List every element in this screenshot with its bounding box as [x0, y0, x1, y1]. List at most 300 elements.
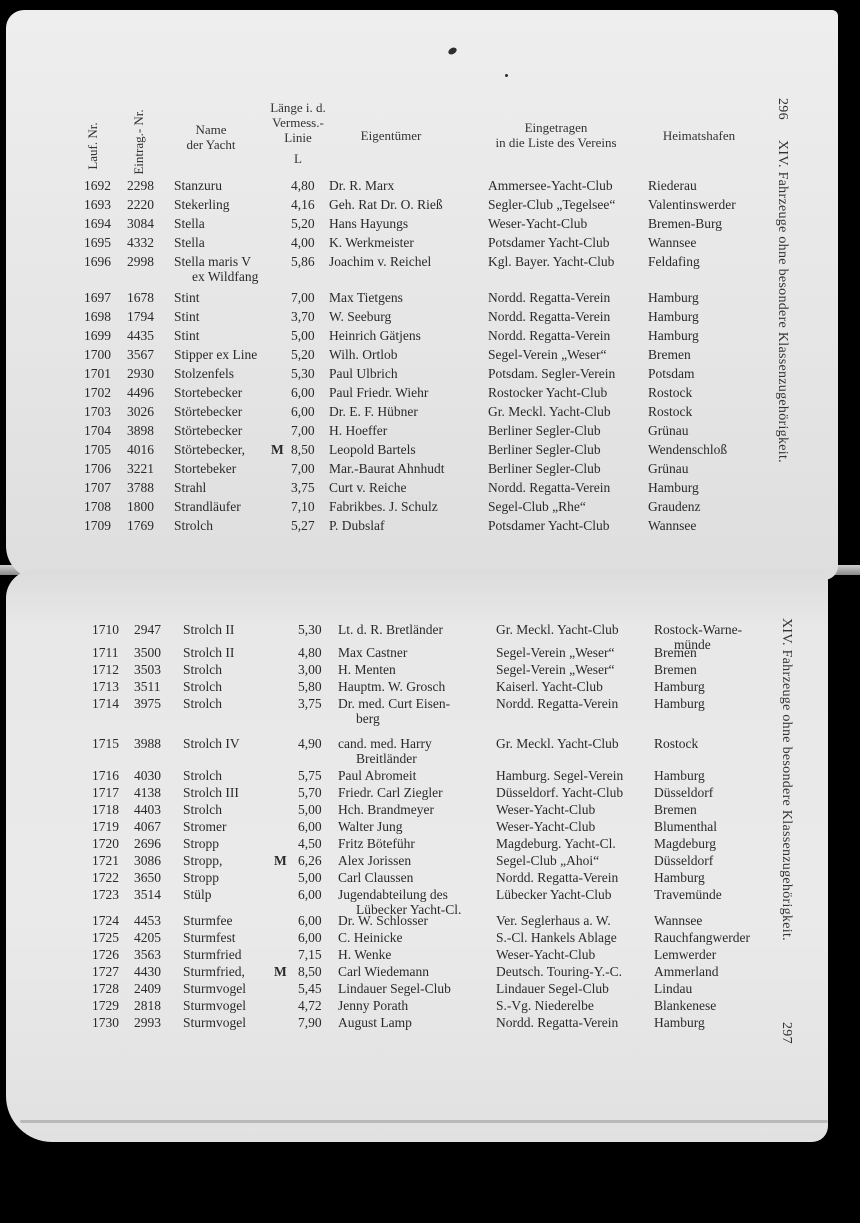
- cell-eigentuemer: Walter Jung: [338, 819, 403, 834]
- table-row: [6, 499, 766, 517]
- cell-eintrag-nr: 3788: [127, 480, 154, 495]
- cell-eigentuemer: Jugendabteilung des: [338, 887, 448, 902]
- cell-verein: Kgl. Bayer. Yacht-Club: [488, 254, 615, 269]
- header-name: Name der Yacht: [186, 122, 236, 152]
- cell-heimatshafen: Rostock: [648, 385, 693, 400]
- cell-eigentuemer: Dr. W. Schlosser: [338, 913, 429, 928]
- cell-heimatshafen: Rostock: [654, 736, 699, 751]
- cell-lauf-nr: 1712: [92, 662, 119, 677]
- cell-eintrag-nr: 3563: [134, 947, 161, 962]
- cell-verein: Segel-Verein „Weser“: [496, 662, 615, 677]
- cell-laenge: 4,80: [291, 178, 315, 193]
- cell-lauf-nr: 1707: [84, 480, 111, 495]
- cell-yacht-name: Sturmfried: [183, 947, 242, 962]
- cell-eigentuemer: H. Hoeffer: [329, 423, 388, 438]
- cell-heimatshafen: Hamburg: [654, 696, 705, 711]
- cell-laenge: 6,00: [298, 913, 322, 928]
- cell-verein: Segel-Club „Ahoi“: [496, 853, 600, 868]
- cell-heimatshafen: Bremen: [654, 662, 697, 677]
- cell-lauf-nr: 1696: [84, 254, 111, 269]
- table-row: [6, 768, 766, 786]
- cell-lauf-nr: 1702: [84, 385, 111, 400]
- cell-eigentuemer: Dr. E. F. Hübner: [329, 404, 418, 419]
- cell-eigentuemer: C. Heinicke: [338, 930, 403, 945]
- table-row: [6, 836, 766, 854]
- table-row: [6, 1015, 766, 1033]
- cell-yacht-name: Strolch II: [183, 622, 235, 637]
- cell-lauf-nr: 1708: [84, 499, 111, 514]
- cell-eintrag-nr: 1794: [127, 309, 154, 324]
- cell-heimatshafen: Travemünde: [654, 887, 722, 902]
- cell-yacht-name: Stipper ex Line: [174, 347, 258, 362]
- cell-eigentuemer: Friedr. Carl Ziegler: [338, 785, 443, 800]
- cell-yacht-name: Stint: [174, 309, 200, 324]
- cell-heimatshafen: Lindau: [654, 981, 693, 996]
- cell-eintrag-nr: 4332: [127, 235, 154, 250]
- cell-laenge: 4,72: [298, 998, 322, 1013]
- cell-yacht-name-cont: ex Wildfang: [192, 269, 259, 284]
- cell-yacht-name: Stolzenfels: [174, 366, 234, 381]
- cell-verein: Potsdamer Yacht-Club: [488, 518, 610, 533]
- table-row: [6, 518, 766, 536]
- cell-verein: Gr. Meckl. Yacht-Club: [496, 736, 619, 751]
- cell-laenge: 5,20: [291, 216, 315, 231]
- cell-laenge: 3,00: [298, 662, 322, 677]
- table-row: [6, 309, 766, 327]
- cell-verein: Berliner Segler-Club: [488, 423, 601, 438]
- page-297: [6, 570, 828, 1142]
- cell-laenge: 4,80: [298, 645, 322, 660]
- cell-eintrag-nr: 4453: [134, 913, 161, 928]
- cell-eigentuemer: Curt v. Reiche: [329, 480, 407, 495]
- cell-lauf-nr: 1697: [84, 290, 111, 305]
- cell-heimatshafen: Magdeburg: [654, 836, 716, 851]
- cell-eigentuemer: Jenny Porath: [338, 998, 409, 1013]
- cell-eigentuemer-cont: Lübecker Yacht-Cl.: [356, 902, 462, 917]
- table-row: [6, 461, 766, 479]
- cell-eigentuemer-cont: Breitländer: [356, 751, 417, 766]
- cell-eintrag-nr: 1769: [127, 518, 154, 533]
- table-row: [6, 404, 766, 422]
- cell-yacht-name: Stella maris V: [174, 254, 251, 269]
- cell-heimatshafen: Hamburg: [654, 870, 705, 885]
- cell-eigentuemer: W. Seeburg: [329, 309, 392, 324]
- table-row: [6, 645, 766, 663]
- cell-lauf-nr: 1711: [92, 645, 119, 660]
- cell-yacht-name: Stint: [174, 328, 200, 343]
- table-row: [6, 290, 766, 308]
- cell-eigentuemer: Wilh. Ortlob: [329, 347, 398, 362]
- table-row: [6, 696, 766, 714]
- cell-heimatshafen: Bremen: [654, 802, 697, 817]
- table-row: [6, 235, 766, 253]
- cell-eigentuemer-cont: berg: [356, 711, 380, 726]
- cell-verein: Kaiserl. Yacht-Club: [496, 679, 603, 694]
- cell-lauf-nr: 1717: [92, 785, 119, 800]
- table-row: [6, 819, 766, 837]
- cell-laenge: 5,75: [298, 768, 322, 783]
- cell-laenge: 5,00: [291, 328, 315, 343]
- table-row: [6, 622, 766, 640]
- cell-eintrag-nr: 3221: [127, 461, 154, 476]
- cell-lauf-nr: 1729: [92, 998, 119, 1013]
- cell-eigentuemer: Carl Wiedemann: [338, 964, 430, 979]
- cell-verein: Lindauer Segel-Club: [496, 981, 609, 996]
- cell-verein: Nordd. Regatta-Verein: [488, 480, 611, 495]
- cell-laenge: 7,10: [291, 499, 315, 514]
- table-row: [6, 442, 766, 460]
- table-row: [6, 870, 766, 888]
- table-row: [6, 662, 766, 680]
- cell-laenge: 4,50: [298, 836, 322, 851]
- table-row: [6, 385, 766, 403]
- cell-eintrag-nr: 3500: [134, 645, 161, 660]
- cell-heimatshafen-cont: münde: [674, 637, 711, 652]
- cell-eintrag-nr: 3503: [134, 662, 161, 677]
- table-row: [6, 802, 766, 820]
- cell-yacht-name: Strolch: [183, 696, 222, 711]
- cell-verein: Potsdamer Yacht-Club: [488, 235, 610, 250]
- cell-laenge: 5,45: [298, 981, 322, 996]
- cell-eintrag-nr: 3086: [134, 853, 161, 868]
- cell-eintrag-nr: 2220: [127, 197, 154, 212]
- cell-lauf-nr: 1700: [84, 347, 111, 362]
- cell-eigentuemer: Mar.-Baurat Ahnhudt: [329, 461, 445, 476]
- cell-laenge: 5,30: [298, 622, 322, 637]
- cell-eigentuemer: Hans Hayungs: [329, 216, 409, 231]
- cell-eintrag-nr: 4030: [134, 768, 161, 783]
- cell-eigentuemer: H. Wenke: [338, 947, 392, 962]
- cell-yacht-name: Stülp: [183, 887, 212, 902]
- table-row: [6, 366, 766, 384]
- cell-laenge: 6,00: [298, 819, 322, 834]
- cell-eigentuemer: Leopold Bartels: [329, 442, 416, 457]
- cell-eigentuemer: Paul Friedr. Wiehr: [329, 385, 429, 400]
- cell-lauf-nr: 1701: [84, 366, 111, 381]
- cell-laenge: 7,00: [291, 461, 315, 476]
- cell-laenge: 4,90: [298, 736, 322, 751]
- cell-laenge: 3,75: [298, 696, 322, 711]
- cell-eintrag-nr: 3026: [127, 404, 154, 419]
- cell-heimatshafen: Bremen: [654, 645, 697, 660]
- cell-lauf-nr: 1692: [84, 178, 111, 193]
- ink-speck: [505, 74, 508, 77]
- cell-heimatshafen: Riederau: [648, 178, 697, 193]
- page-296: [6, 10, 838, 580]
- cell-yacht-name: Störtebecker: [174, 404, 243, 419]
- cell-lauf-nr: 1716: [92, 768, 119, 783]
- cell-yacht-name: Stella: [174, 216, 205, 231]
- cell-yacht-name: Strahl: [174, 480, 207, 495]
- cell-heimatshafen: Rostock: [648, 404, 693, 419]
- cell-eintrag-nr: 1800: [127, 499, 154, 514]
- cell-eintrag-nr: 4403: [134, 802, 161, 817]
- cell-yacht-name: Stint: [174, 290, 200, 305]
- table-row: [6, 178, 766, 196]
- cell-eintrag-nr: 3650: [134, 870, 161, 885]
- cell-laenge: 5,70: [298, 785, 322, 800]
- cell-heimatshafen: Grünau: [648, 423, 689, 438]
- cell-laenge: 3,70: [291, 309, 315, 324]
- cell-eigentuemer: Fabrikbes. J. Schulz: [329, 499, 438, 514]
- cell-eigentuemer: Geh. Rat Dr. O. Rieß: [329, 197, 443, 212]
- cell-verein: Magdeburg. Yacht-Cl.: [496, 836, 616, 851]
- cell-yacht-name: Strandläufer: [174, 499, 241, 514]
- cell-heimatshafen: Blankenese: [654, 998, 717, 1013]
- header-eigentuemer: Eigentümer: [360, 128, 422, 143]
- cell-eigentuemer: Max Tietgens: [329, 290, 403, 305]
- cell-verein: Berliner Segler-Club: [488, 442, 601, 457]
- cell-heimatshafen: Wannsee: [648, 235, 697, 250]
- cell-eigentuemer: Paul Abromeit: [338, 768, 417, 783]
- cell-yacht-name: Strolch: [183, 802, 222, 817]
- cell-eintrag-nr: 3898: [127, 423, 154, 438]
- cell-eigentuemer: Joachim v. Reichel: [329, 254, 432, 269]
- cell-lauf-nr: 1724: [92, 913, 119, 928]
- cell-laenge: 7,15: [298, 947, 322, 962]
- cell-eintrag-nr: 1678: [127, 290, 154, 305]
- cell-verein: Weser-Yacht-Club: [496, 802, 596, 817]
- cell-heimatshafen: Blumenthal: [654, 819, 717, 834]
- cell-verein: Nordd. Regatta-Verein: [496, 696, 619, 711]
- cell-eigentuemer: K. Werkmeister: [329, 235, 414, 250]
- cell-heimatshafen: Hamburg: [654, 679, 705, 694]
- motor-mark: M: [271, 442, 284, 457]
- cell-laenge: 7,90: [298, 1015, 322, 1030]
- cell-heimatshafen: Hamburg: [648, 480, 699, 495]
- header-eingetragen: Eingetragen in die Liste des Vereins: [495, 120, 617, 150]
- cell-lauf-nr: 1709: [84, 518, 111, 533]
- cell-heimatshafen: Hamburg: [654, 768, 705, 783]
- cell-eigentuemer: August Lamp: [338, 1015, 412, 1030]
- cell-eintrag-nr: 4138: [134, 785, 161, 800]
- cell-yacht-name: Stromer: [183, 819, 227, 834]
- page-number-297: 297: [779, 1022, 794, 1044]
- ink-speck: [447, 46, 458, 56]
- cell-eintrag-nr: 3084: [127, 216, 154, 231]
- cell-lauf-nr: 1719: [92, 819, 119, 834]
- cell-verein: Lübecker Yacht-Club: [496, 887, 612, 902]
- cell-laenge: 5,80: [298, 679, 322, 694]
- cell-heimatshafen: Hamburg: [654, 1015, 705, 1030]
- table-row: [6, 785, 766, 803]
- header-heimatshafen: Heimatshafen: [662, 128, 736, 143]
- cell-eintrag-nr: 4016: [127, 442, 154, 457]
- cell-heimatshafen: Wannsee: [654, 913, 703, 928]
- cell-heimatshafen: Wannsee: [648, 518, 697, 533]
- cell-eintrag-nr: 2696: [134, 836, 161, 851]
- page-number-296: 296: [775, 98, 790, 120]
- cell-laenge: 8,50: [298, 964, 322, 979]
- cell-eintrag-nr: 2993: [134, 1015, 161, 1030]
- cell-laenge: 5,86: [291, 254, 315, 269]
- cell-verein: Ver. Seglerhaus a. W.: [496, 913, 611, 928]
- cell-eigentuemer: Paul Ulbrich: [329, 366, 398, 381]
- cell-verein: Gr. Meckl. Yacht-Club: [496, 622, 619, 637]
- cell-lauf-nr: 1714: [92, 696, 119, 711]
- cell-lauf-nr: 1727: [92, 964, 119, 979]
- cell-verein: Gr. Meckl. Yacht-Club: [488, 404, 611, 419]
- cell-verein: Nordd. Regatta-Verein: [496, 870, 619, 885]
- cell-heimatshafen: Valentinswerder: [648, 197, 736, 212]
- cell-eigentuemer: Hauptm. W. Grosch: [338, 679, 446, 694]
- cell-eigentuemer: Dr. R. Marx: [329, 178, 395, 193]
- cell-heimatshafen: Düsseldorf: [654, 785, 714, 800]
- cell-eigentuemer: Lt. d. R. Bretländer: [338, 622, 443, 637]
- cell-heimatshafen: Ammerland: [654, 964, 719, 979]
- cell-lauf-nr: 1730: [92, 1015, 119, 1030]
- cell-yacht-name: Stropp: [183, 836, 220, 851]
- cell-lauf-nr: 1699: [84, 328, 111, 343]
- cell-lauf-nr: 1713: [92, 679, 119, 694]
- cell-eigentuemer: Heinrich Gätjens: [329, 328, 421, 343]
- table-row: [6, 853, 766, 871]
- cell-yacht-name: Störtebecker,: [174, 442, 246, 457]
- cell-laenge: 5,00: [298, 870, 322, 885]
- cell-verein: Nordd. Regatta-Verein: [496, 1015, 619, 1030]
- table-row: [6, 913, 766, 931]
- cell-verein: Rostocker Yacht-Club: [488, 385, 608, 400]
- cell-verein: Berliner Segler-Club: [488, 461, 601, 476]
- table-row: [6, 197, 766, 215]
- cell-laenge: 7,00: [291, 423, 315, 438]
- cell-eintrag-nr: 3975: [134, 696, 161, 711]
- cell-verein: Nordd. Regatta-Verein: [488, 290, 611, 305]
- cell-eigentuemer: H. Menten: [338, 662, 396, 677]
- cell-laenge: 4,16: [291, 197, 315, 212]
- table-row: [6, 254, 766, 272]
- cell-yacht-name: Strolch II: [183, 645, 235, 660]
- cell-verein: Düsseldorf. Yacht-Club: [496, 785, 624, 800]
- cell-heimatshafen: Lemwerder: [654, 947, 717, 962]
- cell-eigentuemer: Dr. med. Curt Eisen-: [338, 696, 451, 711]
- cell-heimatshafen: Rauchfangwerder: [654, 930, 750, 945]
- cell-yacht-name: Strolch: [183, 679, 222, 694]
- table-row: [6, 930, 766, 948]
- cell-lauf-nr: 1725: [92, 930, 119, 945]
- book-spine-edge: [20, 1120, 828, 1123]
- cell-yacht-name: Sturmfest: [183, 930, 236, 945]
- cell-lauf-nr: 1705: [84, 442, 111, 457]
- cell-eigentuemer: Fritz Böteführ: [338, 836, 415, 851]
- cell-laenge: 5,00: [298, 802, 322, 817]
- table-row: [6, 347, 766, 365]
- cell-heimatshafen: Hamburg: [648, 290, 699, 305]
- cell-lauf-nr: 1723: [92, 887, 119, 902]
- cell-yacht-name: Stekerling: [174, 197, 230, 212]
- cell-heimatshafen: Hamburg: [648, 328, 699, 343]
- cell-laenge: 5,27: [291, 518, 315, 533]
- cell-verein: Nordd. Regatta-Verein: [488, 309, 611, 324]
- cell-eintrag-nr: 4430: [134, 964, 161, 979]
- cell-verein: Hamburg. Segel-Verein: [496, 768, 624, 783]
- cell-lauf-nr: 1710: [92, 622, 119, 637]
- cell-lauf-nr: 1704: [84, 423, 111, 438]
- cell-verein: Weser-Yacht-Club: [496, 819, 596, 834]
- table-row: [6, 216, 766, 234]
- table-row: [6, 679, 766, 697]
- cell-yacht-name: Sturmfried,: [183, 964, 245, 979]
- running-head-top: XIV. Fahrzeuge ohne besondere Klassenzugehörigkeit.: [775, 140, 790, 463]
- header-lauf-nr: Lauf. Nr.: [85, 122, 100, 170]
- cell-yacht-name: Sturmvogel: [183, 998, 246, 1013]
- cell-lauf-nr: 1694: [84, 216, 111, 231]
- cell-heimatshafen: Wendenschloß: [648, 442, 728, 457]
- cell-yacht-name: Sturmvogel: [183, 981, 246, 996]
- cell-yacht-name: Strolch IV: [183, 736, 240, 751]
- cell-eintrag-nr: 2409: [134, 981, 161, 996]
- cell-laenge: 6,00: [298, 930, 322, 945]
- cell-eintrag-nr: 4496: [127, 385, 154, 400]
- cell-yacht-name: Stella: [174, 235, 205, 250]
- cell-eintrag-nr: 2818: [134, 998, 161, 1013]
- cell-lauf-nr: 1703: [84, 404, 111, 419]
- running-head-bottom: XIV. Fahrzeuge ohne besondere Klassenzugehörigkeit.: [779, 618, 794, 941]
- cell-verein: Segel-Verein „Weser“: [488, 347, 607, 362]
- cell-laenge: 4,00: [291, 235, 315, 250]
- cell-laenge: 6,00: [298, 887, 322, 902]
- cell-heimatshafen: Bremen: [648, 347, 691, 362]
- cell-eintrag-nr: 4205: [134, 930, 161, 945]
- cell-yacht-name: Stropp,: [183, 853, 223, 868]
- cell-eigentuemer: Max Castner: [338, 645, 408, 660]
- cell-verein: Segler-Club „Tegelsee“: [488, 197, 616, 212]
- cell-eigentuemer: Alex Jorissen: [338, 853, 412, 868]
- table-row: [6, 964, 766, 982]
- cell-eigentuemer: Lindauer Segel-Club: [338, 981, 451, 996]
- cell-lauf-nr: 1695: [84, 235, 111, 250]
- cell-lauf-nr: 1698: [84, 309, 111, 324]
- cell-heimatshafen: Feldafing: [648, 254, 700, 269]
- table-row: [6, 947, 766, 965]
- cell-eintrag-nr: 4435: [127, 328, 154, 343]
- cell-verein: S.-Vg. Niederelbe: [496, 998, 594, 1013]
- cell-lauf-nr: 1726: [92, 947, 119, 962]
- cell-eintrag-nr: 2998: [127, 254, 154, 269]
- header-eintrag-nr: Eintrag.- Nr.: [131, 109, 146, 175]
- cell-eintrag-nr: 2930: [127, 366, 154, 381]
- cell-verein: Segel-Club „Rhe“: [488, 499, 586, 514]
- cell-eigentuemer: Carl Claussen: [338, 870, 414, 885]
- cell-laenge: 3,75: [291, 480, 315, 495]
- cell-heimatshafen: Düsseldorf: [654, 853, 714, 868]
- cell-eintrag-nr: 3514: [134, 887, 161, 902]
- cell-verein: Nordd. Regatta-Verein: [488, 328, 611, 343]
- cell-laenge: 6,26: [298, 853, 322, 868]
- cell-verein: S.-Cl. Hankels Ablage: [496, 930, 617, 945]
- cell-yacht-name: Strolch: [174, 518, 213, 533]
- table-row: [6, 328, 766, 346]
- cell-yacht-name: Sturmfee: [183, 913, 233, 928]
- cell-heimatshafen: Hamburg: [648, 309, 699, 324]
- cell-lauf-nr: 1722: [92, 870, 119, 885]
- cell-laenge: 6,00: [291, 385, 315, 400]
- cell-eigentuemer: P. Dubslaf: [329, 518, 385, 533]
- cell-heimatshafen: Grünau: [648, 461, 689, 476]
- cell-yacht-name: Stortebecker: [174, 385, 243, 400]
- table-row: [6, 480, 766, 498]
- motor-mark: M: [274, 964, 287, 979]
- cell-heimatshafen: Rostock-Warne-: [654, 622, 743, 637]
- table-row: [6, 998, 766, 1016]
- cell-laenge: 5,20: [291, 347, 315, 362]
- cell-laenge: 5,30: [291, 366, 315, 381]
- cell-eigentuemer: cand. med. Harry: [338, 736, 432, 751]
- cell-yacht-name: Stanzuru: [174, 178, 222, 193]
- cell-heimatshafen: Potsdam: [648, 366, 695, 381]
- cell-eintrag-nr: 3511: [134, 679, 161, 694]
- cell-eintrag-nr: 4067: [134, 819, 161, 834]
